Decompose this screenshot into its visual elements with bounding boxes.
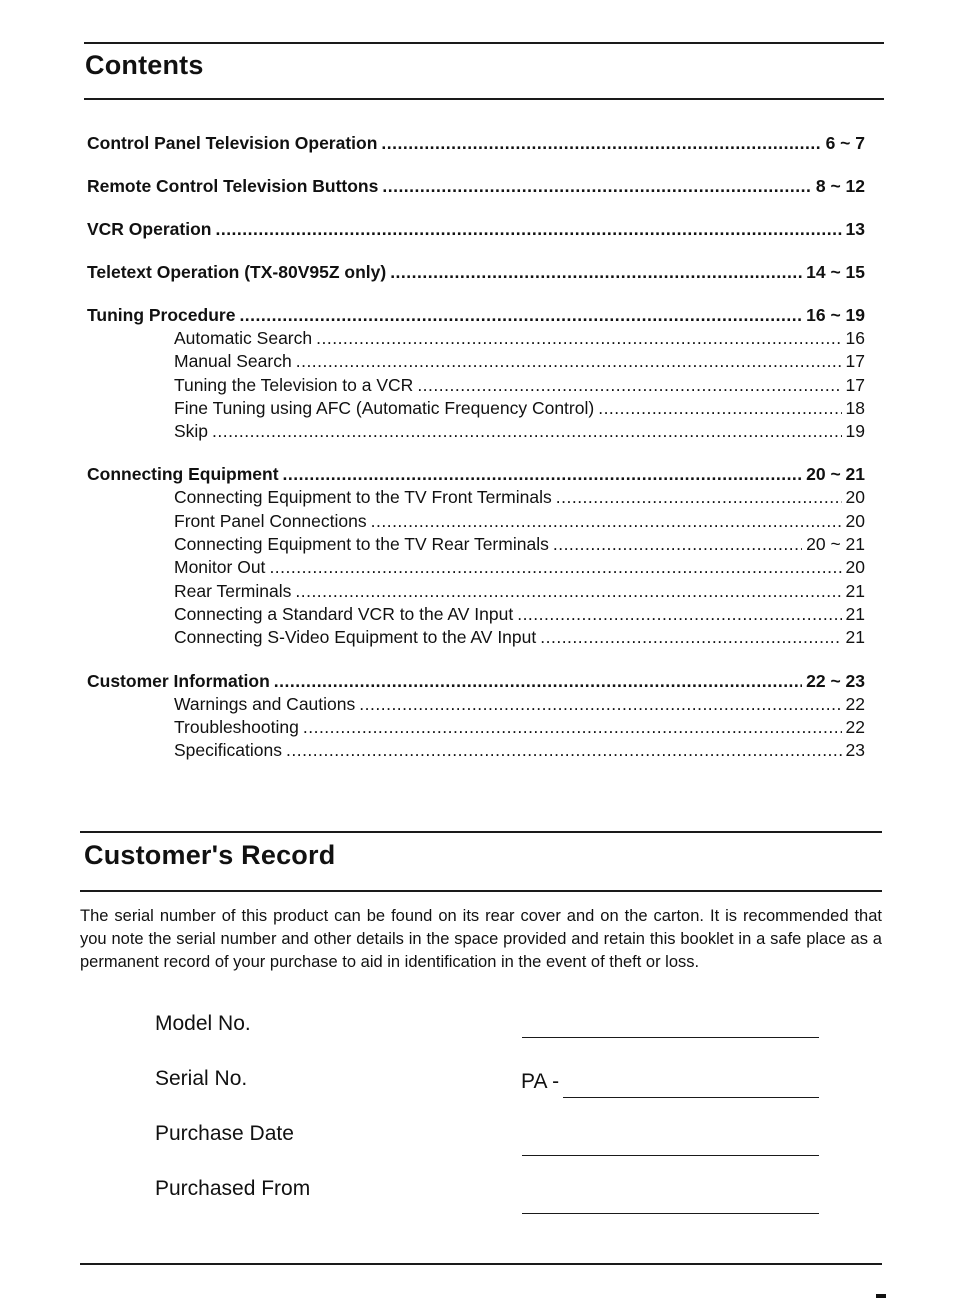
toc-entry[interactable] [87, 133, 865, 156]
toc-subentry[interactable] [87, 717, 865, 740]
toc-section [87, 176, 865, 199]
toc-subentry[interactable] [87, 351, 865, 374]
toc-subentry-title: Connecting Equipment to the TV Rear Terminals [174, 534, 549, 555]
toc-entry-title: VCR Operation [87, 219, 212, 239]
toc-entry-title: Connecting Equipment [87, 464, 279, 485]
toc-entry[interactable] [87, 262, 865, 285]
toc-subentry-page: 16 [845, 328, 865, 348]
contents-bottom-rule [84, 98, 884, 100]
from-label: Purchased From [155, 1177, 311, 1200]
toc-section [87, 262, 865, 285]
toc-subentry[interactable] [87, 581, 865, 604]
toc-subentry-title: Automatic Search [174, 328, 313, 348]
toc-subentry-page: 20 [845, 557, 865, 578]
toc-subentry-page: 17 [845, 351, 865, 372]
dot-leader [553, 534, 802, 555]
model-label: Model No. [155, 1012, 251, 1035]
toc-entry-page: 8 ~ 12 [815, 176, 865, 196]
toc-subentry-page: 21 [845, 627, 865, 648]
toc-entry[interactable] [87, 464, 865, 487]
toc-subentry[interactable] [87, 534, 865, 557]
toc-entry-page: 14 ~ 15 [806, 262, 865, 282]
date-line[interactable] [522, 1155, 819, 1156]
toc-subentry-title: Specifications [174, 740, 282, 761]
dot-leader [517, 604, 841, 625]
toc-entry-page: 16 ~ 19 [806, 305, 865, 325]
dot-leader [239, 305, 802, 326]
toc-subentry-title: Fine Tuning using AFC (Automatic Frequency Control) [174, 397, 595, 418]
toc-subentry-page: 20 [845, 487, 865, 508]
toc-subentry[interactable] [87, 604, 865, 627]
toc-subentry-title: Front Panel Connections [174, 510, 367, 531]
serial-label: Serial No. [155, 1067, 248, 1090]
toc-subentry[interactable] [87, 375, 865, 398]
dot-leader [417, 375, 841, 396]
toc-subentry[interactable] [87, 487, 865, 510]
dot-leader [303, 717, 842, 738]
toc-subentry-title: Manual Search [174, 351, 292, 372]
model-line[interactable] [522, 1037, 819, 1038]
toc-subentry[interactable] [87, 511, 865, 534]
dot-leader [381, 133, 821, 154]
toc-subentry-page: 17 [845, 374, 865, 395]
record-heading: Customer's Record [84, 840, 336, 870]
record-top-rule [80, 831, 882, 833]
toc-subentry[interactable] [87, 328, 865, 351]
toc-subentry-title: Connecting a Standard VCR to the AV Input [174, 603, 514, 624]
toc-entry[interactable] [87, 176, 865, 199]
record-bottom-rule [80, 890, 882, 892]
toc-section [87, 671, 865, 764]
toc-subentry-title: Rear Terminals [174, 580, 292, 601]
dot-leader [390, 262, 802, 283]
serial-line[interactable] [563, 1097, 819, 1098]
toc-entry[interactable] [87, 671, 865, 694]
table-of-contents [87, 133, 865, 783]
toc-subentry-title: Connecting S-Video Equipment to the AV Input [174, 627, 537, 648]
record-paragraph: The serial number of this product can be found on its rear cover and on the carton. It is recommended that you note the serial number and other details in the space provided and retain this booklet in a safe place as a permanent record of your purchase to aid in identification in the event of theft or loss. [80, 907, 882, 971]
toc-entry[interactable] [87, 219, 865, 242]
toc-subentry-page: 20 ~ 21 [806, 534, 865, 555]
toc-subentry-page: 22 [845, 693, 865, 714]
contents-top-rule [84, 42, 884, 44]
dot-leader [359, 694, 841, 715]
from-line[interactable] [522, 1213, 819, 1214]
toc-entry-title: Teletext Operation (TX-80V95Z only) [87, 262, 387, 282]
toc-section [87, 305, 865, 444]
toc-entry-title: Remote Control Television Buttons [87, 176, 379, 196]
toc-subentry[interactable] [87, 627, 865, 650]
dot-leader [540, 627, 841, 648]
toc-entry-page: 22 ~ 23 [806, 670, 865, 691]
serial-prefix: PA - [521, 1070, 560, 1093]
toc-subentry-page: 18 [845, 397, 865, 418]
toc-subentry-page: 21 [845, 580, 865, 601]
dot-leader [598, 398, 841, 419]
dot-leader [274, 671, 802, 692]
toc-entry-page: 13 [845, 219, 865, 239]
dot-leader [556, 487, 842, 508]
date-label: Purchase Date [155, 1122, 294, 1145]
toc-section [87, 464, 865, 650]
toc-subentry-title: Monitor Out [174, 557, 266, 578]
toc-subentry-title: Connecting Equipment to the TV Front Terminals [174, 487, 552, 508]
toc-subentry[interactable] [87, 398, 865, 421]
dot-leader [269, 557, 841, 578]
toc-subentry-title: Tuning the Television to a VCR [174, 374, 414, 395]
toc-subentry-page: 23 [845, 740, 865, 761]
page-corner-mark [876, 1294, 886, 1298]
toc-subentry[interactable] [87, 421, 865, 444]
dot-leader [215, 219, 841, 240]
dot-leader [286, 740, 842, 761]
dot-leader [382, 176, 811, 197]
toc-entry-page: 20 ~ 21 [806, 464, 865, 485]
toc-subentry-page: 19 [845, 421, 865, 442]
toc-section [87, 133, 865, 156]
toc-subentry-title: Troubleshooting [174, 716, 299, 737]
toc-subentry[interactable] [87, 740, 865, 763]
dot-leader [295, 581, 841, 602]
toc-subentry-page: 22 [845, 716, 865, 737]
toc-section [87, 219, 865, 242]
toc-entry-title: Control Panel Television Operation [87, 133, 378, 153]
toc-entry-title: Customer Information [87, 670, 270, 691]
dot-leader [296, 351, 842, 372]
toc-entry-page: 6 ~ 7 [825, 133, 865, 153]
toc-subentry-title: Warnings and Cautions [174, 693, 356, 714]
toc-entry[interactable] [87, 305, 865, 328]
dot-leader [316, 328, 841, 349]
toc-subentry-page: 20 [845, 510, 865, 531]
dot-leader [283, 464, 803, 485]
dot-leader [212, 421, 841, 442]
footer-rule [80, 1263, 882, 1265]
toc-subentry-page: 21 [845, 603, 865, 624]
dot-leader [371, 511, 842, 532]
toc-subentry-title: Skip [174, 421, 209, 442]
toc-subentry[interactable] [87, 694, 865, 717]
toc-subentry[interactable] [87, 557, 865, 580]
contents-heading: Contents [85, 50, 204, 80]
toc-entry-title: Tuning Procedure [87, 305, 236, 325]
